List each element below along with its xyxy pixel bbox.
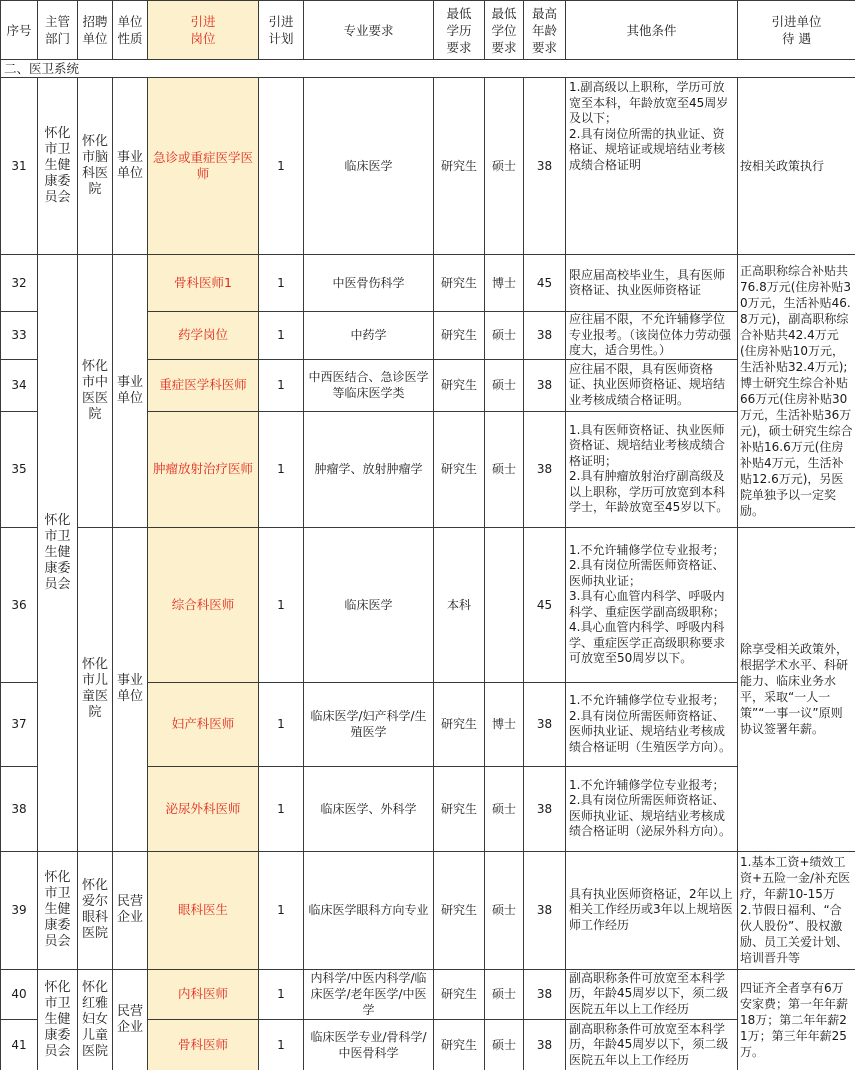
post-name: 骨科医师1 bbox=[148, 255, 259, 312]
header-dept: 主管 部门 bbox=[38, 1, 78, 60]
seq-number: 36 bbox=[1, 527, 38, 682]
plan-count: 1 bbox=[259, 851, 304, 969]
plan-count: 1 bbox=[259, 1019, 304, 1070]
hiring-unit: 怀化市儿童医院 bbox=[78, 527, 113, 851]
other-conditions: 1.不允许辅修学位专业报考； 2.具有岗位所需医师资格证、医师执业证； 3.具有心血管内科学、呼吸内科学、重症医学副高级职称； 4.具心血管内科学、呼吸内科学、重症医学正高级职称要求可放宽至50周岁以下。 bbox=[566, 527, 738, 682]
table-body bbox=[1, 60, 855, 1070]
seq-number: 37 bbox=[1, 682, 38, 766]
hiring-unit: 怀化市中医医院 bbox=[78, 255, 113, 528]
unit-benefits: 按相关政策执行 bbox=[738, 78, 855, 255]
post-name: 内科医师 bbox=[148, 969, 259, 1019]
min-education: 本科 bbox=[434, 527, 485, 682]
unit-benefits: 除享受相关政策外，根据学术水平、科研能力、临床业务水平，采取“一人一策”“一事一议”原则协议签署年薪。 bbox=[738, 527, 855, 851]
min-education: 研究生 bbox=[434, 78, 485, 255]
unit-nature: 事业单位 bbox=[113, 78, 148, 255]
max-age: 38 bbox=[524, 851, 566, 969]
hiring-unit: 怀化红雅妇女儿童医院 bbox=[78, 969, 113, 1070]
seq-number: 41 bbox=[1, 1019, 38, 1070]
max-age: 45 bbox=[524, 527, 566, 682]
min-degree: 硕士 bbox=[485, 312, 524, 360]
unit-nature: 民营企业 bbox=[113, 851, 148, 969]
min-education: 研究生 bbox=[434, 851, 485, 969]
post-name: 综合科医师 bbox=[148, 527, 259, 682]
min-degree: 硕士 bbox=[485, 851, 524, 969]
max-age: 45 bbox=[524, 255, 566, 312]
table-row bbox=[1, 255, 855, 312]
min-education: 研究生 bbox=[434, 255, 485, 312]
other-conditions: 具有执业医师资格证，2年以上相关工作经历或3年以上规培医师工作经历 bbox=[566, 851, 738, 969]
header-post: 引进 岗位 bbox=[148, 1, 259, 60]
section-row bbox=[1, 60, 855, 78]
min-education: 研究生 bbox=[434, 411, 485, 527]
post-name: 药学岗位 bbox=[148, 312, 259, 360]
seq-number: 38 bbox=[1, 766, 38, 851]
plan-count: 1 bbox=[259, 766, 304, 851]
header-row bbox=[1, 1, 855, 60]
max-age: 38 bbox=[524, 766, 566, 851]
min-education: 研究生 bbox=[434, 969, 485, 1019]
other-conditions: 副高职称条件可放宽至本科学历，年龄45周岁以下，须二级医院五年以上工作经历 bbox=[566, 969, 738, 1019]
unit-benefits: 正高职称综合补贴共76.8万元(住房补贴30万元，生活补贴46.8万元)，副高职称综合补贴共42.4万元(住房补贴10万元，生活补贴32.4万元);博士研究生综合补贴66万元(住房补贴30万元，生活补贴36万元)，硕士研究生综合补贴16.6万元(住房补贴4万元，生活补贴12.6万元)，另医院单独予以一定奖励。 bbox=[738, 255, 855, 528]
header-plan: 引进 计划 bbox=[259, 1, 304, 60]
other-conditions: 1.副高级以上职称，学历可放宽至本科，年龄放宽至45周岁及以下； 2.具有岗位所需的执业证、资格证、规培证或规培结业考核成绩合格证明 bbox=[566, 78, 738, 255]
post-name: 急诊或重症医学医师 bbox=[148, 78, 259, 255]
table-row bbox=[1, 78, 855, 255]
unit-nature: 民营企业 bbox=[113, 969, 148, 1070]
min-degree bbox=[485, 527, 524, 682]
header-degree: 最低 学位 要求 bbox=[485, 1, 524, 60]
plan-count: 1 bbox=[259, 969, 304, 1019]
post-name: 眼科医生 bbox=[148, 851, 259, 969]
section-title: 二、医卫系统 bbox=[1, 60, 855, 78]
plan-count: 1 bbox=[259, 411, 304, 527]
header-major: 专业要求 bbox=[304, 1, 434, 60]
supervising-dept: 怀化市卫生健康委员会 bbox=[38, 851, 78, 969]
seq-number: 40 bbox=[1, 969, 38, 1019]
major-requirement: 临床医学、外科学 bbox=[304, 766, 434, 851]
header-unit: 招聘 单位 bbox=[78, 1, 113, 60]
other-conditions: 应往届不限，具有医师资格证、执业医师资格证、规培结业考核成绩合格证明。 bbox=[566, 359, 738, 411]
header-edu: 最低 学历 要求 bbox=[434, 1, 485, 60]
other-conditions: 应往届不限，不允许辅修学位专业报考。（该岗位体力劳动强度大，适合男性。） bbox=[566, 312, 738, 360]
major-requirement: 临床医学 bbox=[304, 78, 434, 255]
max-age: 38 bbox=[524, 78, 566, 255]
min-degree: 硕士 bbox=[485, 78, 524, 255]
min-education: 研究生 bbox=[434, 1019, 485, 1070]
hiring-unit: 怀化市脑科医院 bbox=[78, 78, 113, 255]
min-degree: 硕士 bbox=[485, 1019, 524, 1070]
seq-number: 35 bbox=[1, 411, 38, 527]
min-degree: 博士 bbox=[485, 682, 524, 766]
other-conditions: 副高职称条件可放宽至本科学历，年龄45周岁以下，须二级医院五年以上工作经历 bbox=[566, 1019, 738, 1070]
hiring-unit: 怀化爱尔眼科医院 bbox=[78, 851, 113, 969]
major-requirement: 中西医结合、急诊医学等临床医学类 bbox=[304, 359, 434, 411]
unit-nature: 事业单位 bbox=[113, 255, 148, 528]
plan-count: 1 bbox=[259, 78, 304, 255]
header-other: 其他条件 bbox=[566, 1, 738, 60]
min-education: 研究生 bbox=[434, 766, 485, 851]
max-age: 38 bbox=[524, 312, 566, 360]
min-degree: 硕士 bbox=[485, 969, 524, 1019]
max-age: 38 bbox=[524, 969, 566, 1019]
min-degree: 硕士 bbox=[485, 359, 524, 411]
major-requirement: 临床医学眼科方向专业 bbox=[304, 851, 434, 969]
other-conditions: 1.不允许辅修学位专业报考； 2.具有岗位所需医师资格证、医师执业证、规培结业考核成绩合格证明（生殖医学方向）。 bbox=[566, 682, 738, 766]
max-age: 38 bbox=[524, 682, 566, 766]
max-age: 38 bbox=[524, 359, 566, 411]
major-requirement: 中医骨伤科学 bbox=[304, 255, 434, 312]
header-age: 最高 年龄 要求 bbox=[524, 1, 566, 60]
seq-number: 33 bbox=[1, 312, 38, 360]
plan-count: 1 bbox=[259, 255, 304, 312]
unit-benefits: 四证齐全者享有6万安家费；第一年年薪18万；第二年年薪21万；第三年年薪25万。 bbox=[738, 969, 855, 1070]
max-age: 38 bbox=[524, 411, 566, 527]
other-conditions: 1.具有医师资格证、执业医师资格证、规培结业考核成绩合格证明； 2.具有肿瘤放射治疗副高级及以上职称，学历可放宽到本科学士，年龄放宽至45岁以下。 bbox=[566, 411, 738, 527]
post-name: 骨科医师 bbox=[148, 1019, 259, 1070]
plan-count: 1 bbox=[259, 312, 304, 360]
post-name: 肿瘤放射治疗医师 bbox=[148, 411, 259, 527]
table-row bbox=[1, 969, 855, 1019]
major-requirement: 中药学 bbox=[304, 312, 434, 360]
major-requirement: 临床医学/妇产科学/生殖医学 bbox=[304, 682, 434, 766]
supervising-dept: 怀化市卫生健康委员会 bbox=[38, 969, 78, 1070]
min-education: 研究生 bbox=[434, 682, 485, 766]
min-degree: 硕士 bbox=[485, 411, 524, 527]
table-row bbox=[1, 851, 855, 969]
major-requirement: 肿瘤学、放射肿瘤学 bbox=[304, 411, 434, 527]
major-requirement: 内科学/中医内科学/临床医学/老年医学/中医学 bbox=[304, 969, 434, 1019]
header-seq: 序号 bbox=[1, 1, 38, 60]
table-header bbox=[1, 1, 855, 60]
plan-count: 1 bbox=[259, 359, 304, 411]
major-requirement: 临床医学 bbox=[304, 527, 434, 682]
min-degree: 硕士 bbox=[485, 766, 524, 851]
max-age: 38 bbox=[524, 1019, 566, 1070]
other-conditions: 限应届高校毕业生，具有医师资格证、执业医师资格证 bbox=[566, 255, 738, 312]
other-conditions: 1.不允许辅修学位专业报考； 2.具有岗位所需医师资格证、医师执业证、规培结业考核成绩合格证明（泌尿外科方向）。 bbox=[566, 766, 738, 851]
seq-number: 31 bbox=[1, 78, 38, 255]
header-nature: 单位 性质 bbox=[113, 1, 148, 60]
post-name: 妇产科医师 bbox=[148, 682, 259, 766]
major-requirement: 临床医学专业/骨科学/中医骨科学 bbox=[304, 1019, 434, 1070]
unit-benefits: 1.基本工资+绩效工资+五险一金/补充医疗，年薪10-15万 2.节假日福利、“合伙人股份”、股权激励、员工关爱计划、培训晋升等 bbox=[738, 851, 855, 969]
unit-nature: 事业单位 bbox=[113, 527, 148, 851]
plan-count: 1 bbox=[259, 682, 304, 766]
supervising-dept: 怀化市卫生健康委员会 bbox=[38, 78, 78, 255]
seq-number: 39 bbox=[1, 851, 38, 969]
header-benefit: 引进单位 待 遇 bbox=[738, 1, 855, 60]
min-education: 研究生 bbox=[434, 312, 485, 360]
min-degree: 博士 bbox=[485, 255, 524, 312]
seq-number: 34 bbox=[1, 359, 38, 411]
post-name: 重症医学科医师 bbox=[148, 359, 259, 411]
plan-count: 1 bbox=[259, 527, 304, 682]
min-education: 研究生 bbox=[434, 359, 485, 411]
post-name: 泌尿外科医师 bbox=[148, 766, 259, 851]
supervising-dept: 怀化市卫生健康委员会 bbox=[38, 255, 78, 852]
table-row bbox=[1, 527, 855, 682]
seq-number: 32 bbox=[1, 255, 38, 312]
